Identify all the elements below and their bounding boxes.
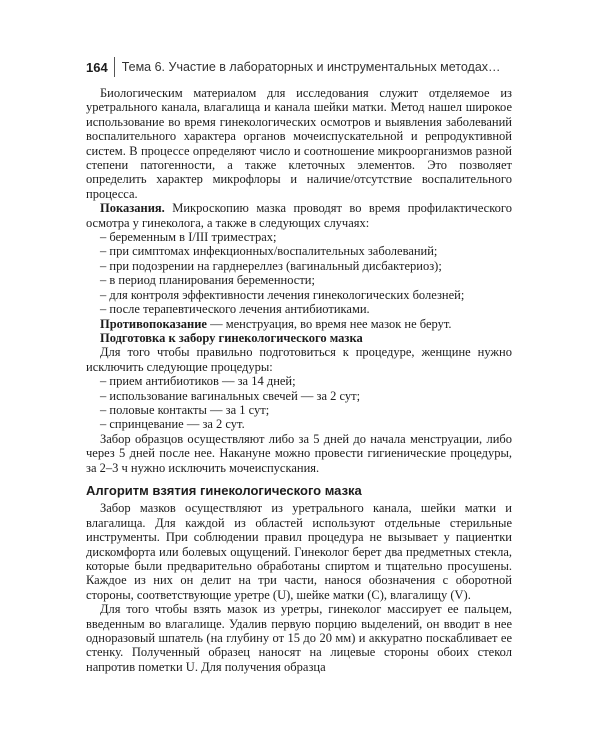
contraindication-text: — менструация, во время нее мазок не берут. bbox=[206, 316, 452, 331]
list-item: – прием антибиотиков — за 14 дней; bbox=[100, 374, 512, 388]
intro-paragraph: Биологическим материалом для исследования служит отделяемое из уретрального канала, влагалища и канала шейки матки. Метод нашел широкое использование во время гинекологических осмотров и выявления заболеваний воспалительного характера органов мочеиспускательной и репродуктивной систем. В процессе определяют число и соотношение микроорганизмов разной степени патогенности, а также клеточных элементов. Это позволяет определить характер микрофлоры и наличие/отсутствие воспалительного процесса. bbox=[86, 86, 512, 201]
list-item: – при симптомах инфекционных/воспалительных заболеваний; bbox=[100, 244, 512, 258]
indications-text: Микроскопию мазка проводят во время профилактического осмотра у гинеколога, а также в следующих случаях: bbox=[86, 201, 512, 230]
contraindication-label: Противопоказание bbox=[100, 316, 207, 331]
preparation-paragraph: Для того чтобы правильно подготовиться к процедуре, женщине нужно исключить следующие процедуры: bbox=[86, 345, 512, 374]
page-body bbox=[86, 86, 512, 674]
list-item: – после терапевтического лечения антибиотиками. bbox=[100, 302, 512, 316]
preparation-list bbox=[86, 374, 512, 432]
list-item: – при подозрении на гарднереллез (вагинальный дисбактериоз); bbox=[100, 259, 512, 273]
list-item: – использование вагинальных свечей — за 2 сут; bbox=[100, 389, 512, 403]
header-divider bbox=[114, 57, 115, 77]
indications-paragraph bbox=[86, 201, 512, 230]
indications-list bbox=[86, 230, 512, 316]
list-item: – в период планирования беременности; bbox=[100, 273, 512, 287]
running-title: Тема 6. Участие в лабораторных и инструментальных методах… bbox=[121, 60, 501, 74]
list-item: – для контроля эффективности лечения гинекологических болезней; bbox=[100, 288, 512, 302]
preparation-closing-paragraph: Забор образцов осуществляют либо за 5 дней до начала менструации, либо через 5 дней после нее. Накануне можно провести гигиенические процедуры, за 2–3 ч нужно исключить мочеиспускания. bbox=[86, 431, 512, 475]
algorithm-paragraph: Для того чтобы взять мазок из уретры, гинеколог массирует ее пальцем, введенным во влагалище. Удалив первую порцию выделений, он вводит в нее одноразовый шпатель (на глубину от 15 до 20 мм) и аккуратно поскабливает ее стенку. Полученный образец наносят на лицевые стороны обоих стекол напротив пометки U. Для получения образца bbox=[86, 602, 512, 674]
list-item: – половые контакты — за 1 сут; bbox=[100, 403, 512, 417]
preparation-heading: Подготовка к забору гинекологического мазка bbox=[100, 330, 363, 345]
algorithm-paragraph: Забор мазков осуществляют из уретрального канала, шейки матки и влагалища. Для каждой из областей используют отдельные стерильные инструменты. При соблюдении правил процедура не вызывает у пациентки дискомфорта или болевых ощущений. Гинеколог берет два предметных стекла, которые были предварительно обработаны спиртом и тщательно просушены. Каждое из них он делит на три части, нанося обозначения с оборотной стороны, соответствующие уретре (U), шейке матки (C), влагалищу (V). bbox=[86, 501, 512, 602]
page-header bbox=[86, 56, 501, 78]
list-item: – спринцевание — за 2 сут. bbox=[100, 417, 512, 431]
list-item: – беременным в I/III триместрах; bbox=[100, 230, 512, 244]
contraindication-paragraph bbox=[86, 317, 512, 331]
section-heading: Алгоритм взятия гинекологического мазка bbox=[86, 482, 362, 498]
page-number: 164 bbox=[86, 59, 108, 75]
indications-label: Показания. bbox=[100, 201, 165, 216]
